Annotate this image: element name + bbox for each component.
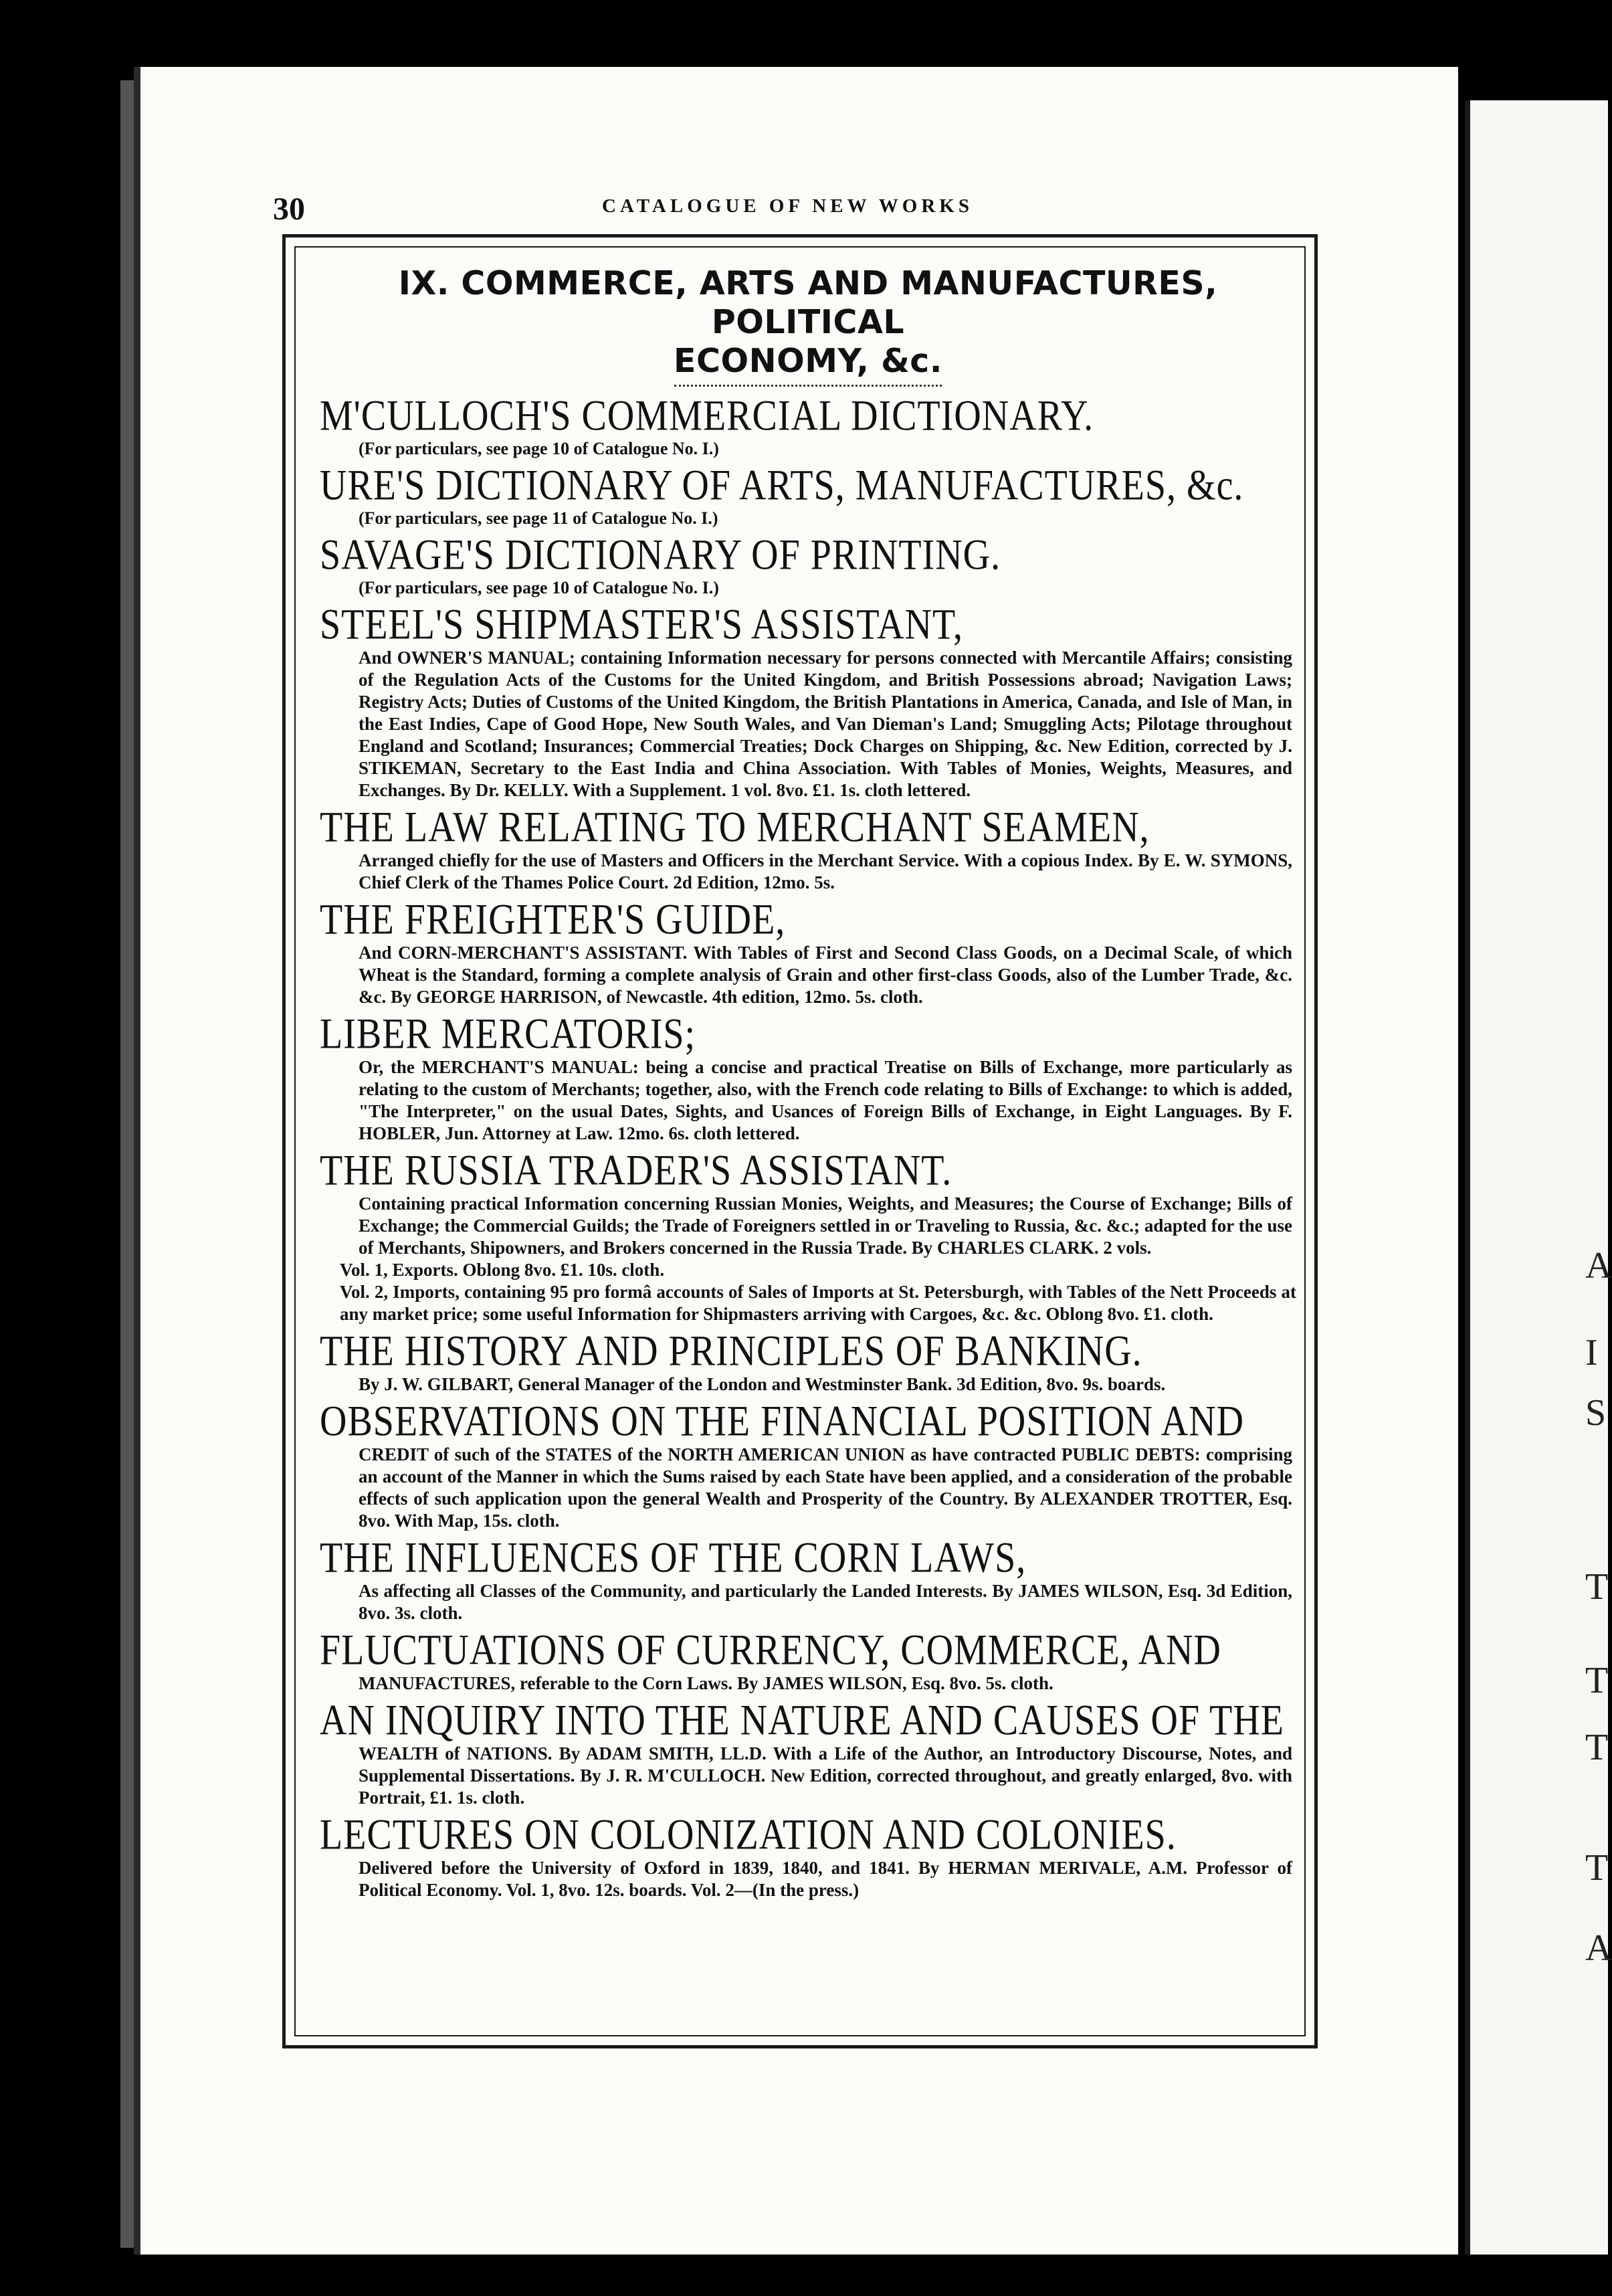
- section-heading-line2: ECONOMY, &c.: [674, 342, 942, 380]
- entry-title: SAVAGE'S DICTIONARY OF PRINTING.: [320, 531, 1001, 579]
- catalogue-entry: [320, 1534, 1296, 1624]
- entry-title: LECTURES ON COLONIZATION AND COLONIES.: [320, 1811, 1177, 1859]
- entry-title: THE RUSSIA TRADER'S ASSISTANT.: [320, 1147, 952, 1195]
- entry-description: And CORN-MERCHANT'S ASSISTANT. With Tables of First and Second Class Goods, on a Decimal Scale, of which Wheat is the Standard, forming a complete analysis of Grain and other first-class Goods, also of the Lumber Trade, &c. &c. By GEORGE HARRISON, of Newcastle. 4th edition, 12mo. 5s. cloth.: [359, 943, 1292, 1007]
- catalogue-entry: [320, 1327, 1296, 1396]
- section-heading: [320, 264, 1296, 381]
- entry-description: Or, the MERCHANT'S MANUAL: being a concise and practical Treatise on Bills of Exchange, more particularly as relating to the custom of Merchants; together, also, with the French code relating to Bills of Exchange: to which is added, "The Interpreter," on the usual Dates, Sights, and Usances of Foreign Bills of Exchange, in Eight Languages. By F. HOBLER, Jun. Attorney at Law. 12mo. 6s. cloth lettered.: [359, 1057, 1292, 1143]
- entry-description: MANUFACTURES, referable to the Corn Laws. By JAMES WILSON, Esq. 8vo. 5s. cloth.: [359, 1673, 1053, 1693]
- entry-title: OBSERVATIONS ON THE FINANCIAL POSITION AND: [320, 1398, 1245, 1446]
- entry-description: CREDIT of such of the STATES of the NORTH AMERICAN UNION as have contracted PUBLIC DEBTS: comprising an account of the Manner in which the Sums raised by each State have been applied, and a consideration of the probable effects of such application upon the general Wealth and Prosperity of the Country. By ALEXANDER TROTTER, Esq. 8vo. With Map, 15s. cloth.: [359, 1444, 1292, 1531]
- page-number: 30: [273, 191, 305, 227]
- entry-note: (For particulars, see page 10 of Catalogue No. I.): [359, 578, 719, 597]
- catalogue-entry: [320, 1147, 1296, 1325]
- entry-description: Containing practical Information concerning Russian Monies, Weights, and Measures; the Course of Exchange; Bills of Exchange; the Commercial Guilds; the Trade of Foreigners settled in or Traveling to Russia, &c. &c.; adapted for the use of Merchants, Shipowners, and Brokers concerned in the Russia Trade. By CHARLES CLARK. 2 vols.: [359, 1193, 1292, 1258]
- entry-title: URE'S DICTIONARY OF ARTS, MANUFACTURES, &c.: [320, 462, 1244, 510]
- catalogue-entry: [320, 1010, 1296, 1145]
- section-heading-line1: IX. COMMERCE, ARTS AND MANUFACTURES, POLITICAL: [398, 264, 1218, 341]
- entry-title: FLUCTUATIONS OF CURRENCY, COMMERCE, AND: [320, 1626, 1221, 1675]
- catalogue-entry: [320, 803, 1296, 894]
- entry-description: And OWNER'S MANUAL; containing Information necessary for persons connected with Mercantile Affairs; consisting of the Regulation Acts of the Customs for the United Kingdom, and British Possessions abroad; Navigation Laws; Registry Acts; Duties of Customs of the United Kingdom, the British Plantations in America, Canada, and Isle of Man, in the East Indies, Cape of Good Hope, New South Wales, and Van Dieman's Land; Smuggling Acts; Pilotage throughout England and Scotland; Insurances; Commercial Treaties; Dock Charges on Shipping, &c. New Edition, corrected by J. STIKEMAN, Secretary to the East India and China Association. With Tables of Monies, Weights, Measures, and Exchanges. By Dr. KELLY. With a Supplement. 1 vol. 8vo. £1. 1s. cloth lettered.: [359, 648, 1292, 800]
- entry-note: (For particulars, see page 11 of Catalogue No. I.): [359, 508, 718, 528]
- entry-note: (For particulars, see page 10 of Catalogue No. I.): [359, 439, 719, 458]
- entry-description: WEALTH of NATIONS. By ADAM SMITH, LL.D. With a Life of the Author, an Introductory Discourse, Notes, and Supplemental Dissertations. By J. R. M'CULLOCH. New Edition, corrected throughout, and greatly enlarged, 8vo. with Portrait, £1. 1s. cloth.: [359, 1743, 1292, 1808]
- catalogue-entry: [320, 1697, 1296, 1809]
- catalogue-entry: [320, 392, 1296, 460]
- adjacent-page-letter: I: [1585, 1332, 1598, 1373]
- catalogue-entry: [320, 531, 1296, 599]
- entry-title: THE HISTORY AND PRINCIPLES OF BANKING.: [320, 1327, 1142, 1375]
- adjacent-page-letter: T: [1585, 1660, 1609, 1701]
- entry-title: THE INFLUENCES OF THE CORN LAWS,: [320, 1534, 1027, 1582]
- catalogue-entry: [320, 1626, 1296, 1695]
- catalogue-entry: [320, 896, 1296, 1008]
- entry-description: Arranged chiefly for the use of Masters and Officers in the Merchant Service. With a copious Index. By E. W. SYMONS, Chief Clerk of the Thames Police Court. 2d Edition, 12mo. 5s.: [359, 850, 1292, 892]
- entry-description: Delivered before the University of Oxford in 1839, 1840, and 1841. By HERMAN MERIVALE, A.M. Professor of Political Economy. Vol. 1, 8vo. 12s. boards. Vol. 2—(In the press.): [359, 1858, 1292, 1900]
- adjacent-page-letter: A: [1585, 1927, 1612, 1969]
- adjacent-page-letter: T: [1585, 1847, 1609, 1889]
- entry-title: THE LAW RELATING TO MERCHANT SEAMEN,: [320, 803, 1150, 852]
- entry-volume-line: Vol. 1, Exports. Oblong 8vo. £1. 10s. cloth.: [340, 1260, 665, 1280]
- adjacent-page-letter: T: [1585, 1727, 1609, 1768]
- entry-title: STEEL'S SHIPMASTER'S ASSISTANT,: [320, 601, 964, 649]
- catalogue-entry: [320, 601, 1296, 801]
- entry-title: LIBER MERCATORIS;: [320, 1010, 696, 1058]
- catalogue-entry: [320, 462, 1296, 529]
- entry-title: M'CULLOCH'S COMMERCIAL DICTIONARY.: [320, 392, 1094, 440]
- entry-description: By J. W. GILBART, General Manager of the London and Westminster Bank. 3d Edition, 8vo. 9s. boards.: [359, 1374, 1166, 1394]
- entry-title: THE FREIGHTER'S GUIDE,: [320, 896, 786, 944]
- running-head: CATALOGUE OF NEW WORKS: [602, 195, 973, 217]
- adjacent-page-letter: T: [1585, 1566, 1609, 1608]
- catalogue-entry: [320, 1811, 1296, 1901]
- entry-title: AN INQUIRY INTO THE NATURE AND CAUSES OF THE: [320, 1697, 1284, 1745]
- entry-volume-line: Vol. 2, Imports, containing 95 pro formâ accounts of Sales of Imports at St. Petersburgh, with Tables of the Nett Proceeds at any market price; some useful Information for Shipmasters arriving with Cargoes, &c. &c. Oblong 8vo. £1. cloth.: [340, 1282, 1296, 1324]
- adjacent-page-letter: S: [1585, 1392, 1607, 1434]
- heading-ornament-rule: [674, 385, 942, 391]
- entry-description: As affecting all Classes of the Community, and particularly the Landed Interests. By JAMES WILSON, Esq. 3d Edition, 8vo. 3s. cloth.: [359, 1581, 1292, 1623]
- catalogue-entry: [320, 1398, 1296, 1532]
- adjacent-page-letter: A: [1585, 1245, 1612, 1286]
- catalogue-content: [320, 264, 1296, 1911]
